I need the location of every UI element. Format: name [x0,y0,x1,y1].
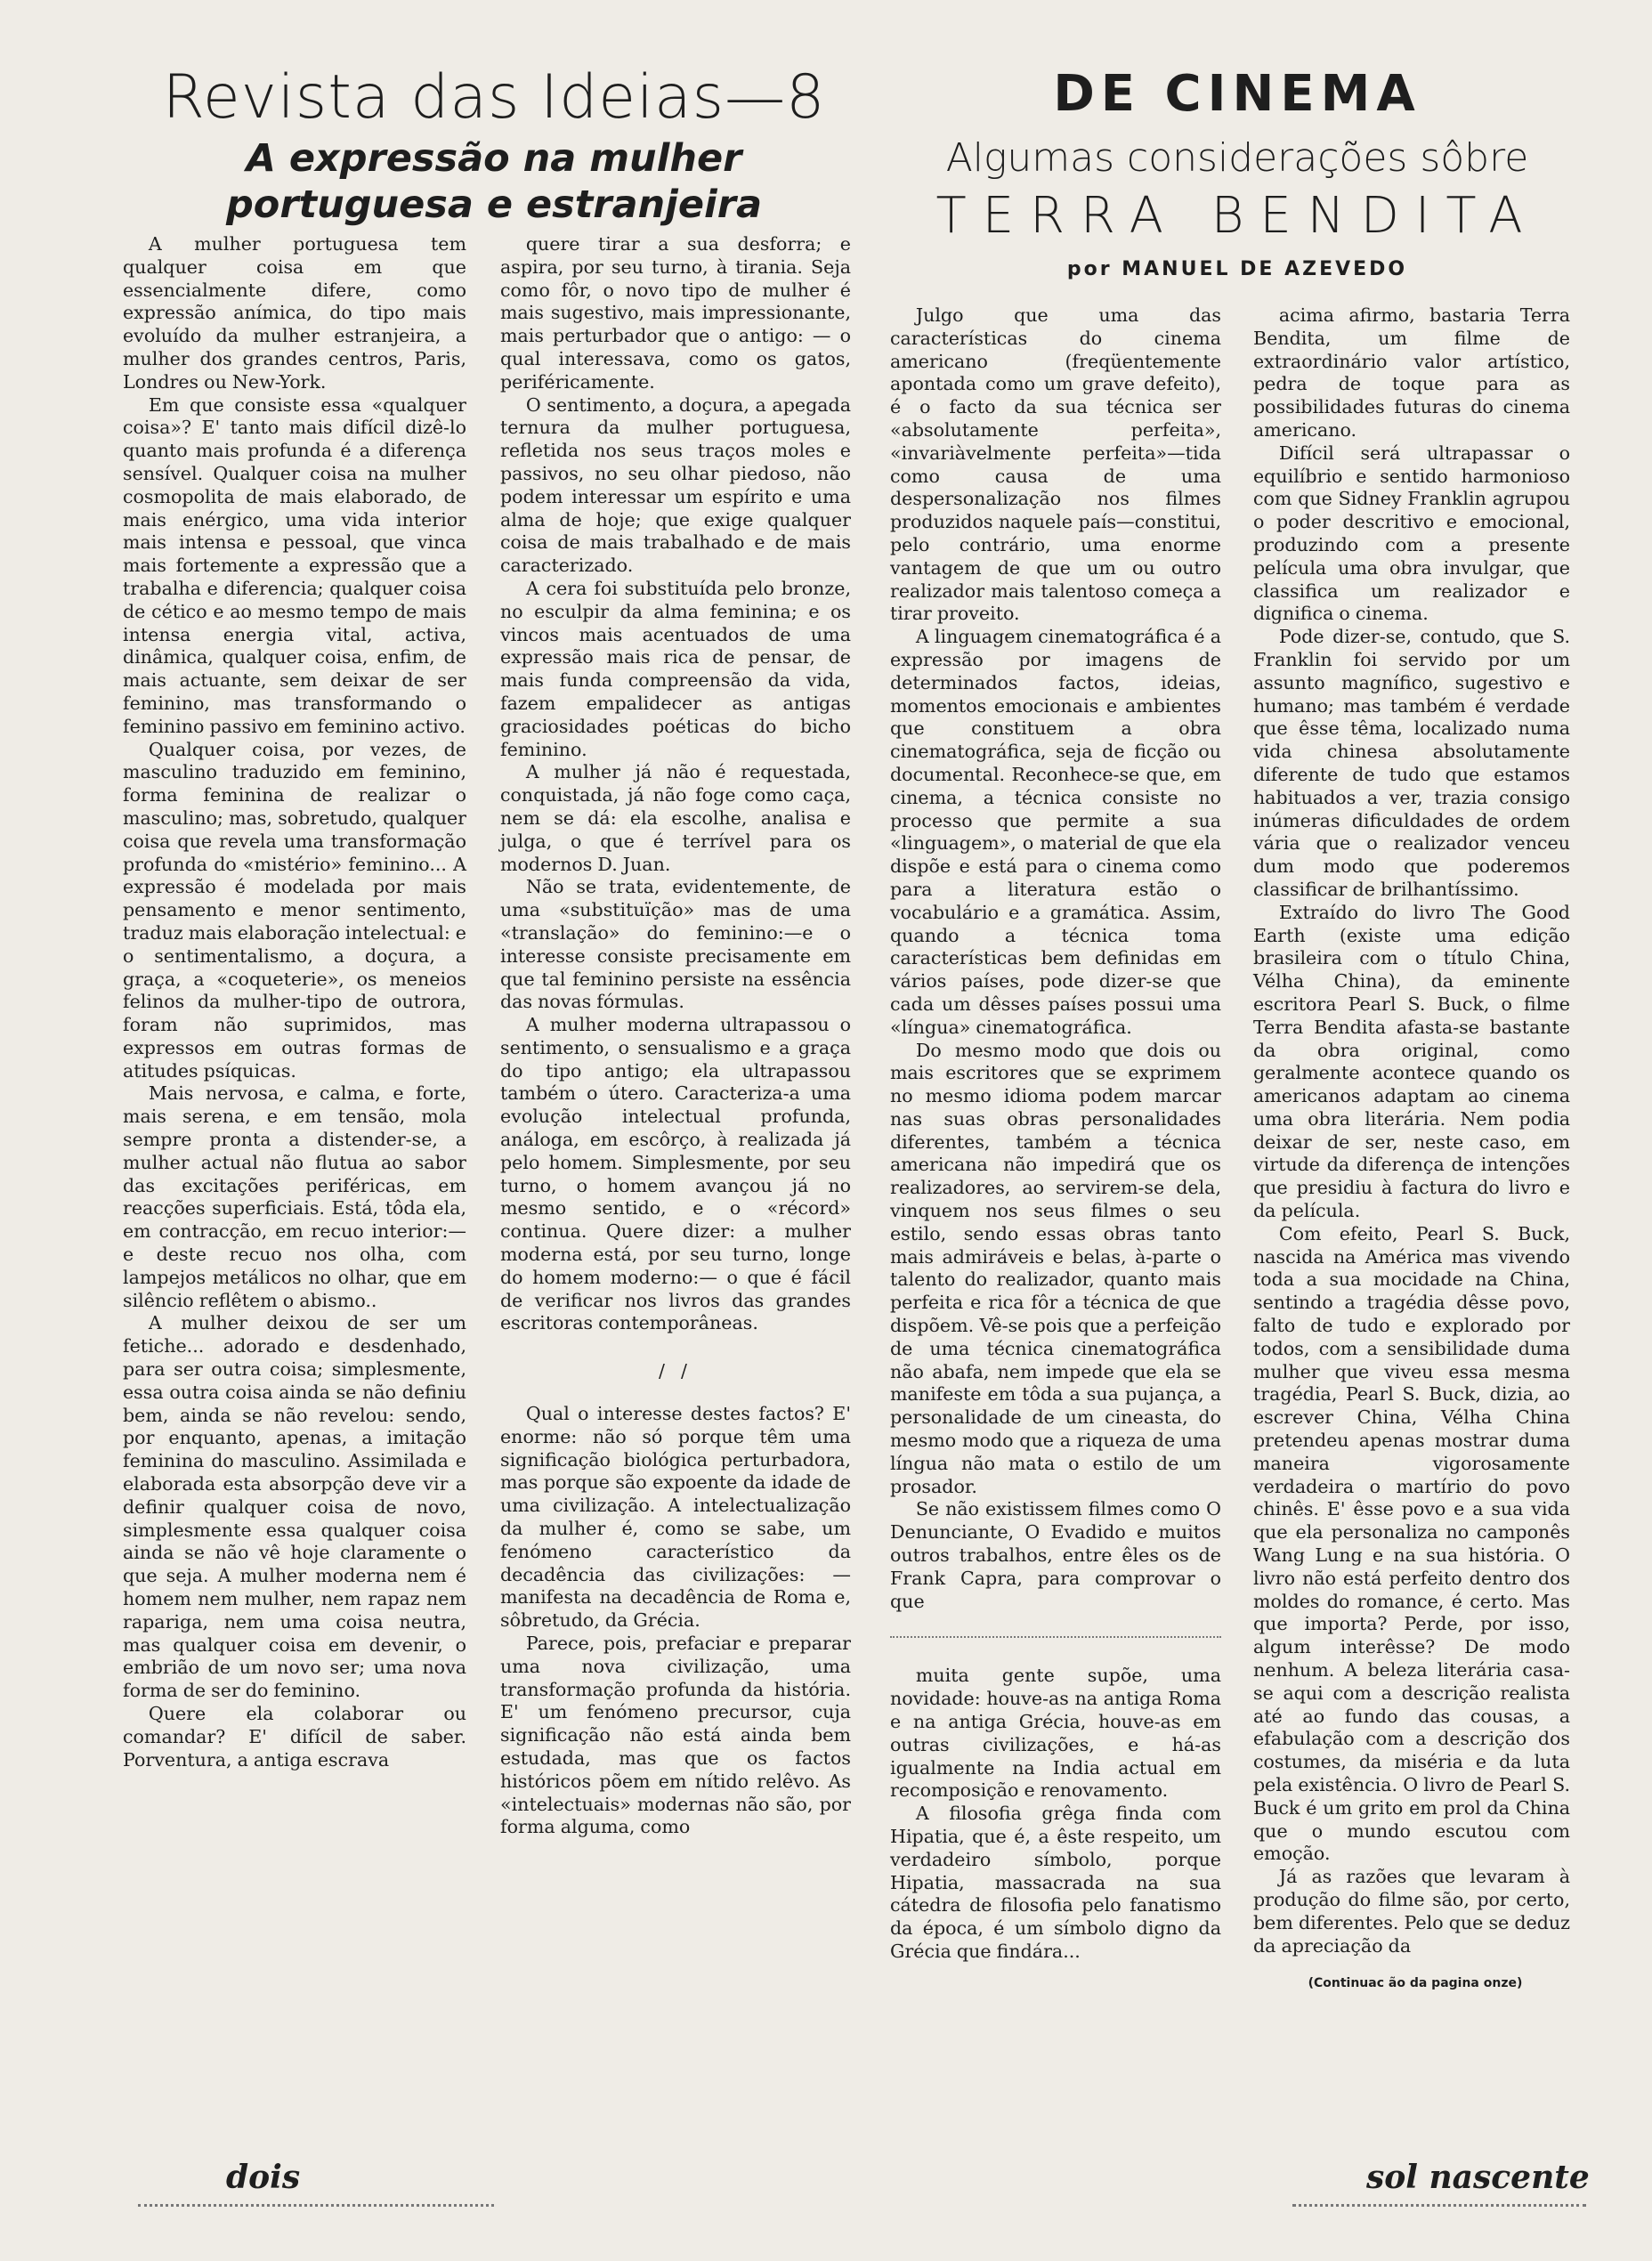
paragraph: acima afirmo, bastaria Terra Bendita, um filme de extraordinário valor artístico, pedra de toque para as possibilidades futuras do cinema americano. [1253,304,1570,441]
paragraph: Não se trata, evidentemente, de uma «substituïção» mas de uma «translação» do feminino:—e o interesse consiste precisamente em que tal feminino persiste na essência das novas fórmulas. [500,876,851,1013]
paragraph: A filosofia grêga finda com Hipatia, que é, a êste respeito, um verdadeiro símbolo, porque Hipatia, massacrada na sua cátedra de filosofia pelo fanatismo da época, é um símbolo digno da Grécia que findára... [890,1803,1221,1962]
paragraph: Quere ela colaborar ou comandar? E' difícil de saber. Porventura, a antiga escrava [123,1703,466,1771]
paragraph: Difícil será ultrapassar o equilíbrio e sentido harmonioso com que Sidney Franklin agrupou o poder descritivo e emocional, produzindo com a presente película uma obra invulgar, que classifica um realizador e dignifica o cinema. [1253,442,1570,625]
dotted-divider [890,1636,1221,1638]
paragraph: Se não existissem filmes como O Denunciante, O Evadido e muitos outros trabalhos, entre êles os de Frank Capra, para comprovar o que [890,1498,1221,1612]
article-title-line1: A expressão na mulher [246,136,742,181]
footer-rule [138,2204,494,2207]
continuation-note: (Continuac ão da pagina onze) [1308,1976,1523,1990]
section-title: DE CINEMA [1053,65,1421,123]
paragraph: A mulher deixou de ser um fetiche... adorado e desdenhado, para ser outra coisa; simplesmente, essa outra coisa ainda se não definiu bem, ainda se não revelou: sendo, por enquanto, apenas, a imitação feminina do masculino. Assimilada e elaborada esta absorpção deve vir a definir qualquer coisa de novo, simplesmente essa qualquer coisa ainda se não vê hoje claramente o que seja. A mulher moderna nem é homem nem mulher, nem rapaz nem rapariga, nem uma coisa neutra, mas qualquer coisa em devenir, o embrião de um novo ser; uma nova forma de ser do feminino. [123,1312,466,1702]
section-separator: / / [659,1360,692,1382]
right-article-header [899,62,1575,283]
paragraph: Qual o interesse destes factos? E' enorme: não só porque têm uma significação biológica perturbadora, mas porque são expoente da idade de uma civilização. A intelectualização da mulher é, como se sabe, um fenómeno característico da decadência das civilizações: — manifesta na decadência de Roma e, sôbretudo, da Grécia. [500,1403,851,1632]
paragraph: Já as razões que levaram à produção do filme são, por certo, bem diferentes. Pelo que se deduz da apreciação da [1253,1866,1570,1957]
paragraph: Qualquer coisa, por vezes, de masculino traduzido em feminino, forma feminina de realizar o masculino; mas, sobretudo, qualquer coisa que revela uma transformação profunda do «mistério» feminino... A expressão é modelada por mais pensamento e menor sentimento, traduz mais elaboração intelectual: e o sentimentalismo, a doçura, a graça, a «coqueterie», os meneios felinos da mulher-tipo de outrora, foram não suprimidos, mas expressos em outras formas de atitudes psíquicas. [123,738,466,1082]
paragraph: O sentimento, a doçura, a apegada ternura da mulher portuguesa, refletida nos seus traços moles e passivos, no seu olhar piedoso, não podem interessar um espírito e uma alma de hoje; que exige qualquer coisa de mais trabalhado e de mais caracterizado. [500,393,851,577]
paragraph: A mulher portuguesa tem qualquer coisa em que essencialmente difere, como expressão anímica, do tipo mais evoluído da mulher estranjeira, a mulher dos grandes centros, Paris, Londres ou New-York. [123,233,466,393]
page-number: dois [226,2159,301,2196]
publication-name: sol nascente [1366,2159,1590,2196]
article2-column-1 [890,304,1221,1964]
paragraph: Extraído do livro The Good Earth (existe uma edição brasileira com o título China, Vélha China), da eminente escritora Pearl S. Buck, o filme Terra Bendita afasta-se bastante da obra original, como geralmente acontece quando os americanos adaptam ao cinema uma obra literária. Nem podia deixar de ser, neste caso, em virtude da diferença de intenções que presidiu à factura do livro e da película. [1253,901,1570,1222]
article1-column-1 [123,233,466,1771]
paragraph: quere tirar a sua desforra; e aspira, por seu turno, à tirania. Seja como fôr, o novo tipo de mulher é mais sugestivo, mais impressionante, mais perturbador que o antigo: — o qual interessava, como os gatos, periféricamente. [500,233,851,393]
paragraph: A mulher já não é requestada, conquistada, já não foge como caça, nem se dá: ela escolhe, analisa e julga, o que é terrível para os modernos D. Juan. [500,761,851,875]
paragraph: A mulher moderna ultrapassou o sentimento, o sensualismo e a graça do tipo antigo; ela ultrapassou também o útero. Caracteriza-a uma evolução intelectual profunda, análoga, em escôrço, à realizada já pelo homem. Simplesmente, por seu turno, o homem avançou já no mesmo sentido, e o «récord» continua. Quere dizer: a mulher moderna está, por seu turno, longe do homem moderno:— o que é fácil de verificar nos livros das grandes escritoras contemporâneas. [500,1014,851,1334]
left-article-header [107,62,881,228]
paragraph: Parece, pois, prefaciar e preparar uma nova civilização, uma transformação profunda da história. E' um fenómeno precursor, cuja significação não está ainda bem estudada, mas que os factos históricos põem em nítido relêvo. As «intelectuais» modernas não são, por forma alguma, como [500,1633,851,1838]
paragraph: Pode dizer-se, contudo, que S. Franklin foi servido por um assunto magnífico, sugestivo e humano; mas também é verdade que êsse têma, localizado numa vida chinesa absolutamente diferente de tudo que estamos habituados a ver, trazia consigo inúmeras dificuldades de ordem vária que o realizador venceu dum modo que poderemos classificar de brilhantíssimo. [1253,626,1570,900]
paragraph: muita gente supõe, uma novidade: houve-as na antiga Roma e na antiga Grécia, houve-as em outras civilizações, e há-as igualmente na India actual em recomposição e renovamento. [890,1665,1221,1802]
paragraph: Mais nervosa, e calma, e forte, mais serena, e em tensão, mola sempre pronta a distender-se, a mulher actual não flutua ao sabor das excitações periféricas, em reacções superficiais. Está, tôda ela, em contracção, em recuo interior:—e deste recuo nos olha, com lampejos metálicos no olhar, que em silêncio reflêtem o abismo.. [123,1082,466,1311]
paragraph: Do mesmo modo que dois ou mais escritores que se exprimem no mesmo idioma podem marcar nas suas obras personalidades diferentes, também a técnica americana não impedirá que os realizadores, ao servirem-se dela, vinquem nos seus filmes o seu estilo, sendo essas obras tanto mais admiráveis e belas, à-parte o talento do realizador, quanto mais perfeita e rica fôr a técnica de que dispõem. Vê-se pois que a perfeição de uma técnica cinematográfica não abafa, nem impede que ela se manifeste em tôda a sua pujança, a personalidade de um cineasta, do mesmo modo que a riqueza de uma língua não mata o estilo de um prosador. [890,1039,1221,1497]
paragraph: Com efeito, Pearl S. Buck, nascida na América mas vivendo toda a sua mocidade na China, sentindo a tragédia dêsse povo, falto de tudo e explorado por todos, com a sensibilidade duma mulher que viveu essa mesma tragédia, Pearl S. Buck, dizia, ao escrever China, Vélha China pretendeu apenas mostrar duma maneira vigorosamente verdadeira o martírio do povo chinês. E' êsse povo e a sua vida que ela personaliza no camponês Wang Lung e na sua história. O livro não está perfeito dentro dos moldes do romance, é certo. Mas que importa? Perde, por isso, algum interêsse? De modo nenhum. A beleza literária casa-se aqui com a descrição realista até ao fundo das cousas, a efabulação com a descrição dos costumes, da miséria e da luta pela existência. O livro de Pearl S. Buck é um grito em prol da China que o mundo escutou com emoção. [1253,1222,1570,1865]
article-title: Algumas considerações sôbre [945,135,1529,181]
paragraph: A cera foi substituída pelo bronze, no esculpir da alma feminina; e os vincos mais acentuados de uma expressão mais rica de pensar, de mais funda compreensão da vida, fazem empalidecer as antigas graciosidades poéticas do bicho feminino. [500,577,851,760]
article-title [107,135,881,228]
article2-column-2 [1253,304,1570,1957]
byline: por MANUEL DE AZEVEDO [1066,258,1408,280]
footer-rule [1292,2204,1586,2207]
article-title-line2: portuguesa e estranjeira [226,182,762,227]
paragraph: Em que consiste essa «qualquer coisa»? E' tanto mais difícil dizê-lo quanto mais profunda é a diferença sensível. Qualquer coisa na mulher cosmopolita de mais elaborado, de mais enérgico, uma vida interior mais intensa e pessoal, que vinca mais fortemente a expressão que a trabalha e diferencia; qualquer coisa de cético e ao mesmo tempo de mais intensa energia vital, activa, dinâmica, qualquer coisa, enfim, de mais actuante, sem deixar de ser feminino, mas transformando o feminino passivo em feminino activo. [123,393,466,737]
paragraph: A linguagem cinematográfica é a expressão por imagens de determinados factos, ideias, momentos emocionais e ambientes que constituem a obra cinematográfica, seja de ficção ou documental. Reconhece-se que, em cinema, a técnica consiste no processo que permite a sua «linguagem», o material de que ela dispõe e está para o cinema como para a literatura estão o vocabulário e a gramática. Assim, quando a técnica toma características bem definidas em vários países, pode dizer-se que cada um dêsses países possui uma «língua» cinematográfica. [890,626,1221,1038]
paragraph: Julgo que uma das características do cinema americano (freqüentemente apontada como um grave defeito), é o facto da sua técnica ser «absolutamente perfeita», «invariàvelmente perfeita»—tida como causa de uma despersonalização nos filmes produzidos naquele país—constitui, pelo contrário, uma enorme vantagem de que um ou outro realizador mais talentoso começa a tirar proveito. [890,304,1221,625]
article1-column-2 [500,233,851,1839]
film-title: TERRA BENDITA [935,187,1539,245]
series-title: Revista das Ideias—8 [162,62,826,133]
